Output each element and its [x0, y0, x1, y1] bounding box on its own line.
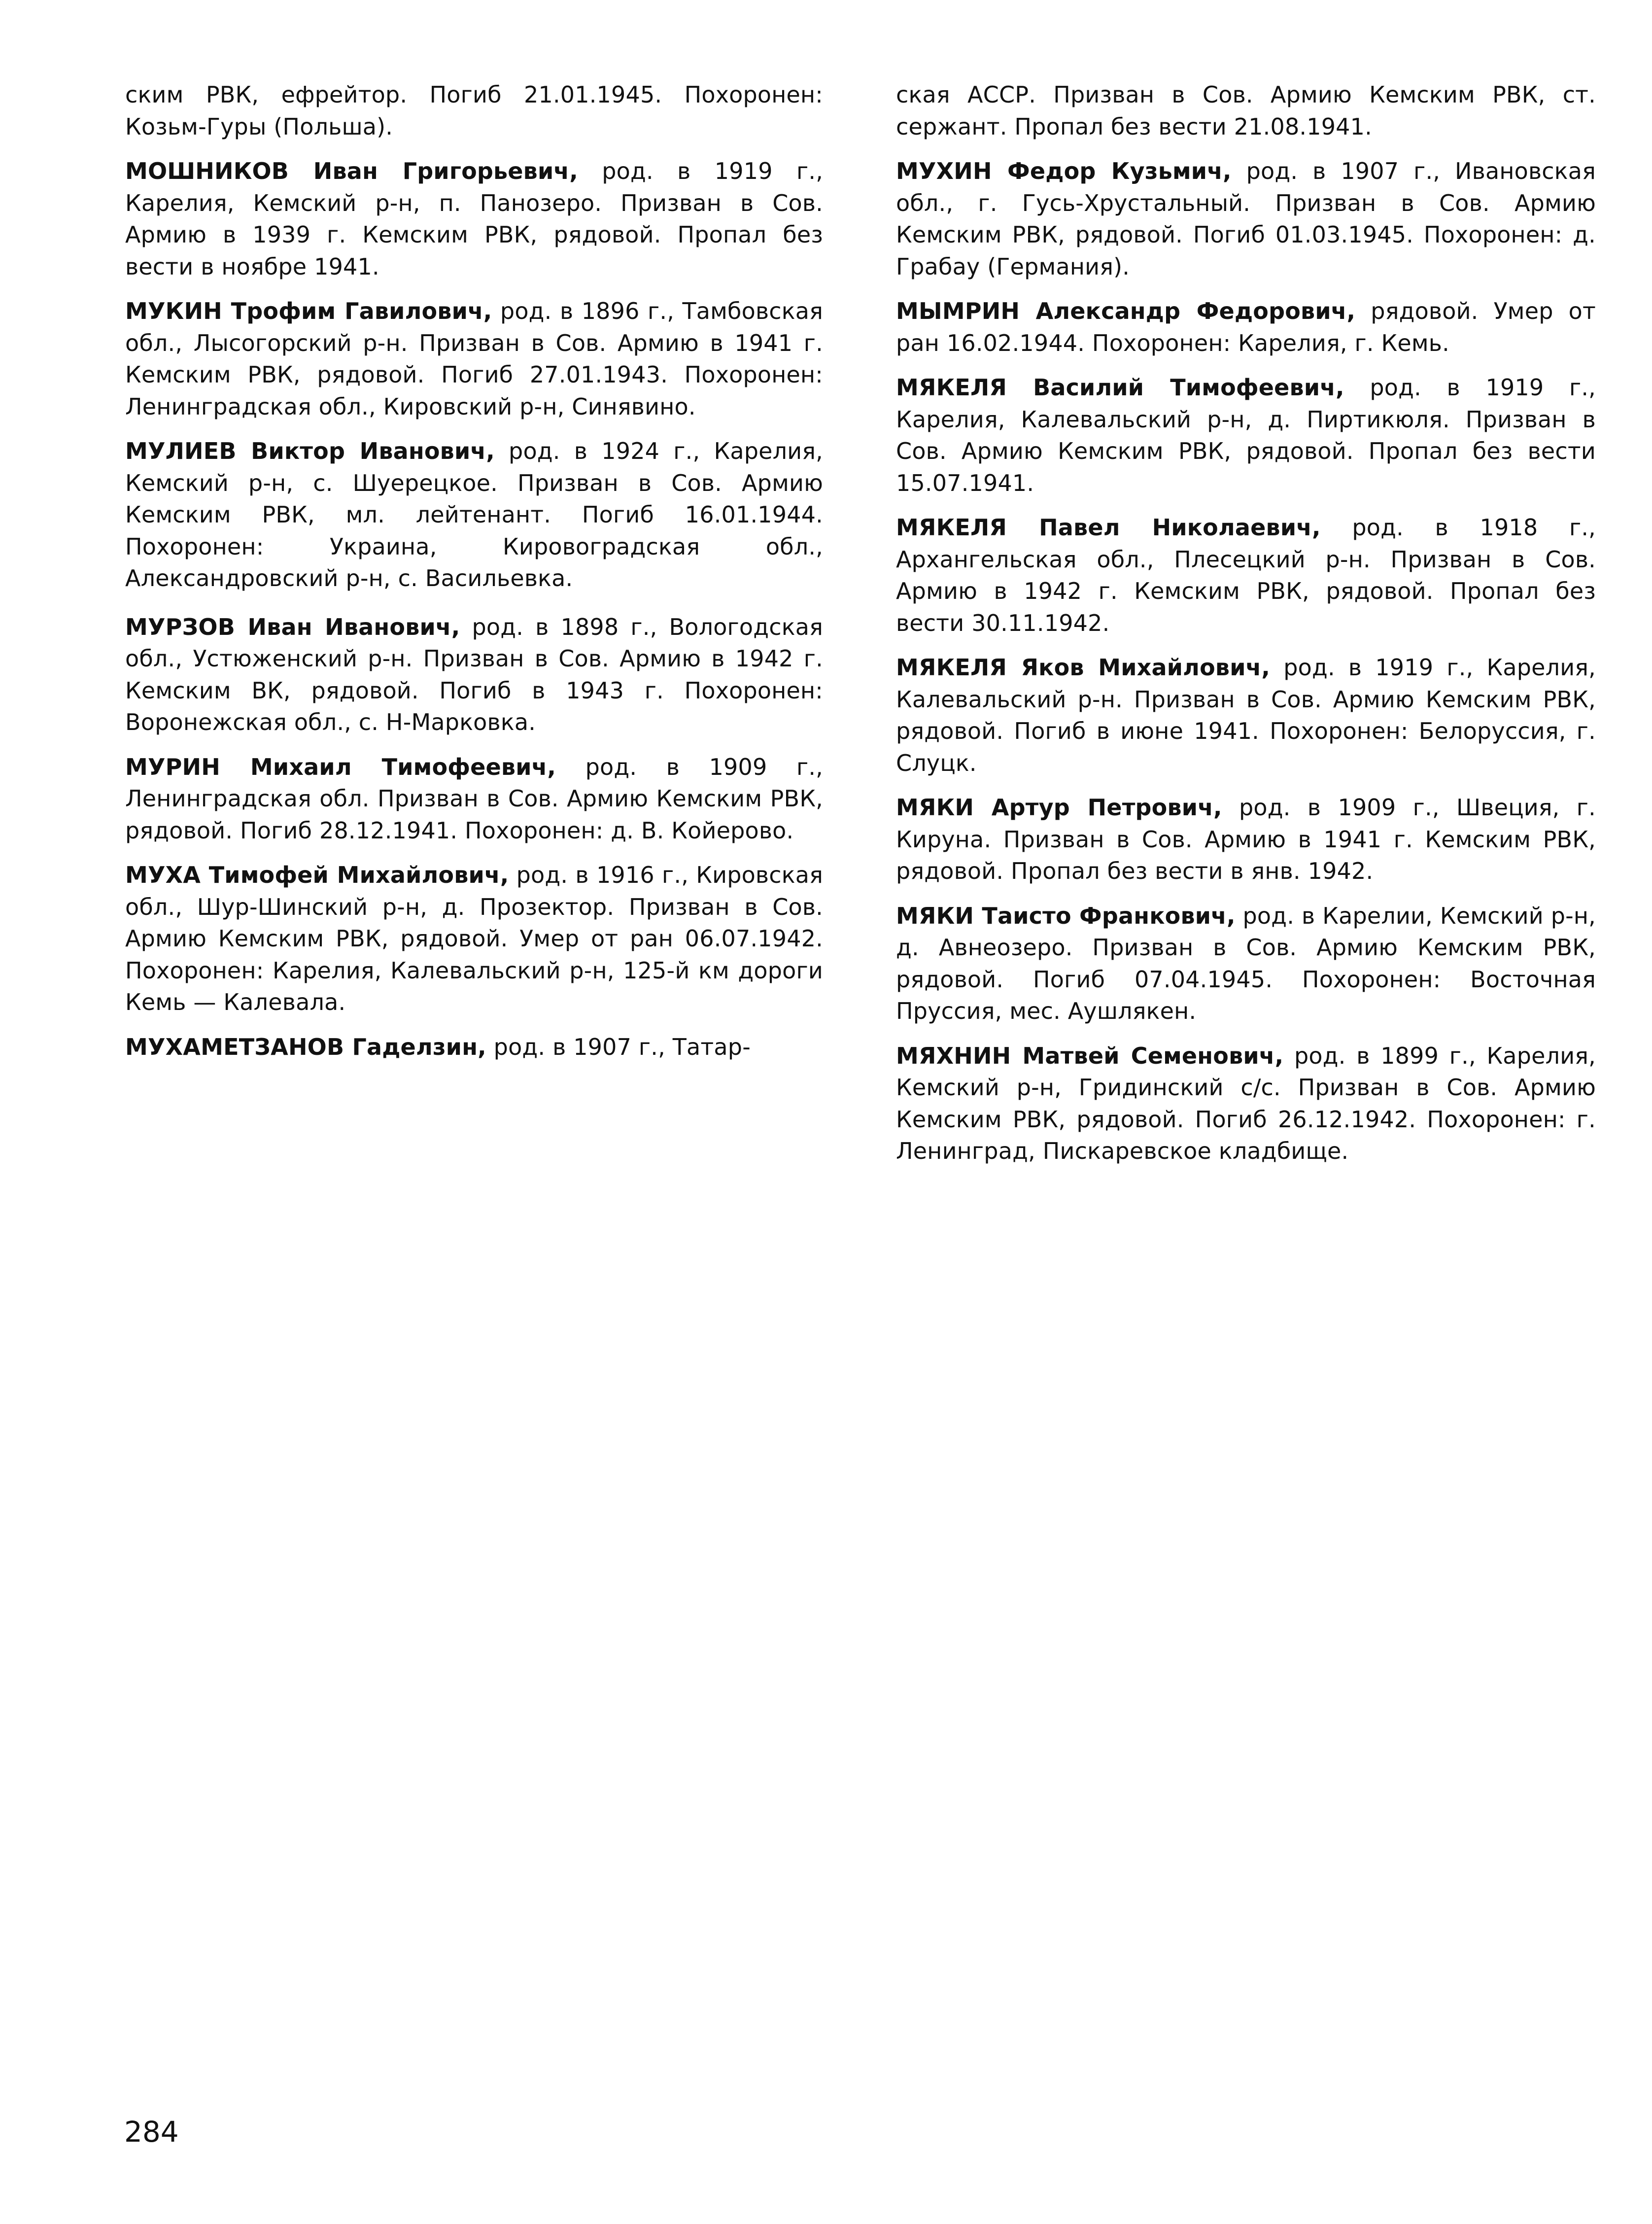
entry: [896, 792, 1596, 887]
entry-text: род. в 1907 г., Ивановская обл., г. Гусь-Хрустальный. Призван в Сов. Армию Кемским РВК, рядовой. Погиб 01.03.1945. Похоронен: д. Грабау (Германия).: [896, 158, 1596, 280]
entry: [896, 652, 1596, 779]
entry-text: род. в 1918 г., Архангельская обл., Плесецкий р-н. Призван в Сов. Армию в 1942 г. Кемским РВК, рядовой. Пропал без вести 30.11.1942.: [896, 514, 1596, 636]
entry-name: МУХА Тимофей Михайлович,: [125, 862, 509, 888]
entry-name: МУРЗОВ Иван Иванович,: [125, 613, 460, 640]
entry-text: род. в 1924 г., Карелия, Кемский р-н, с. Шуерецкое. Призван в Сов. Армию Кемским РВК, мл. лейтенант. Погиб 16.01.1944. Похоронен: Украина, Кировоградская обл., Александровский р-н, с. Васильевка.: [125, 438, 824, 591]
entry-name: МУХАМЕТЗАНОВ Гаделзин,: [125, 1033, 486, 1060]
entry-name: МУРИН Михаил Тимофеевич,: [125, 753, 556, 780]
entry-name: МУЛИЕВ Виктор Иванович,: [125, 438, 495, 464]
entry: [896, 512, 1596, 639]
entry-name: МЫМРИН Александр Федорович,: [896, 298, 1356, 324]
entry-text: род. в 1907 г., Татар-: [486, 1033, 751, 1060]
entry-text: род. в 1919 г., Карелия, Калевальский р-н. Призван в Сов. Армию Кемским РВК, рядовой. Погиб в июне 1941. Похоронен: Белоруссия, г. Слуцк.: [896, 654, 1596, 776]
left-column: [125, 79, 823, 1076]
entry-name: МЯКЕЛЯ Павел Николаевич,: [896, 514, 1321, 541]
entry-name: МЯКИ Таисто Франкович,: [896, 902, 1236, 929]
entry-name: МОШНИКОВ Иван Григорьевич,: [125, 158, 578, 184]
entry: [125, 751, 823, 847]
entry-text: рядовой. Умер от ран 16.02.1944. Похоронен: Карелия, г. Кемь.: [896, 298, 1596, 356]
entry: [896, 900, 1596, 1027]
entry: [125, 859, 823, 1018]
right-column: [896, 79, 1596, 1180]
entry: [125, 611, 823, 738]
entry: [896, 155, 1596, 282]
entry-text: род. в 1899 г., Карелия, Кемский р-н, Гридинский с/с. Призван в Сов. Армию Кемским РВК, рядовой. Погиб 26.12.1942. Похоронен: г. Ленинград, Пискаревское кладбище.: [896, 1042, 1596, 1164]
entry-text: род. в 1919 г., Карелия, Кемский р-н, п. Панозеро. Призван в Сов. Армию в 1939 г. Кемским РВК, рядовой. Пропал без вести в ноябре 1941.: [125, 158, 824, 280]
entry: [125, 155, 823, 282]
entry-text: ским РВК, ефрейтор. Погиб 21.01.1945. Похоронен: Козьм-Гуры (Польша).: [125, 81, 823, 140]
entry-name: МЯКЕЛЯ Василий Тимофеевич,: [896, 374, 1344, 401]
entry-continuation: [896, 79, 1596, 142]
entry: [125, 295, 823, 422]
entry-text: род. в Карелии, Кемский р-н, д. Авнеозеро. Призван в Сов. Армию Кемским РВК, рядовой. Погиб 07.04.1945. Похоронен: Восточная Пруссия, мес. Аушлякен.: [896, 902, 1596, 1024]
entry-text: род. в 1909 г., Швеция, г. Кируна. Призван в Сов. Армию в 1941 г. Кемским РВК, рядовой. Пропал без вести в янв. 1942.: [896, 794, 1596, 884]
entry-text: род. в 1896 г., Тамбовская обл., Лысогорский р-н. Призван в Сов. Армию в 1941 г. Кемским РВК, рядовой. Погиб 27.01.1943. Похоронен: Ленинградская обл., Кировский р-н, Синявино.: [125, 298, 824, 420]
entry-name: МУКИН Трофим Гавилович,: [125, 298, 492, 324]
entry-continuation: [125, 79, 823, 142]
entry: [896, 295, 1596, 359]
entry: [896, 372, 1596, 499]
entry: [125, 1031, 823, 1063]
entry-name: МУХИН Федор Кузьмич,: [896, 158, 1232, 184]
entry-text: ская АССР. Призван в Сов. Армию Кемским РВК, ст. сержант. Пропал без вести 21.08.1941.: [896, 81, 1596, 140]
entry-text: род. в 1898 г., Вологодская обл., Устюженский р-н. Призван в Сов. Армию в 1942 г. Кемским ВК, рядовой. Погиб в 1943 г. Похоронен: Воронежская обл., с. Н-Марковка.: [125, 613, 823, 735]
entry-text: род. в 1919 г., Карелия, Калевальский р-н, д. Пиртикюля. Призван в Сов. Армию Кемским РВК, рядовой. Пропал без вести 15.07.1941.: [896, 374, 1596, 496]
page-number: 284: [124, 2115, 179, 2149]
entry-text: род. в 1909 г., Ленинградская обл. Призван в Сов. Армию Кемским РВК, рядовой. Погиб 28.12.1941. Похоронен: д. В. Койерово.: [125, 753, 823, 844]
entry-name: МЯКИ Артур Петрович,: [896, 794, 1222, 821]
entry: [125, 435, 823, 594]
entry-name: МЯКЕЛЯ Яков Михайлович,: [896, 654, 1271, 681]
entry: [896, 1040, 1596, 1167]
entry-text: род. в 1916 г., Кировская обл., Шур-Шинский р-н, д. Прозектор. Призван в Сов. Армию Кемским РВК, рядовой. Умер от ран 06.07.1942. Похоронен: Карелия, Калевальский р-н, 125-й км дороги Кемь — Калевала.: [125, 862, 823, 1015]
entry-name: МЯХНИН Матвей Семенович,: [896, 1042, 1284, 1069]
